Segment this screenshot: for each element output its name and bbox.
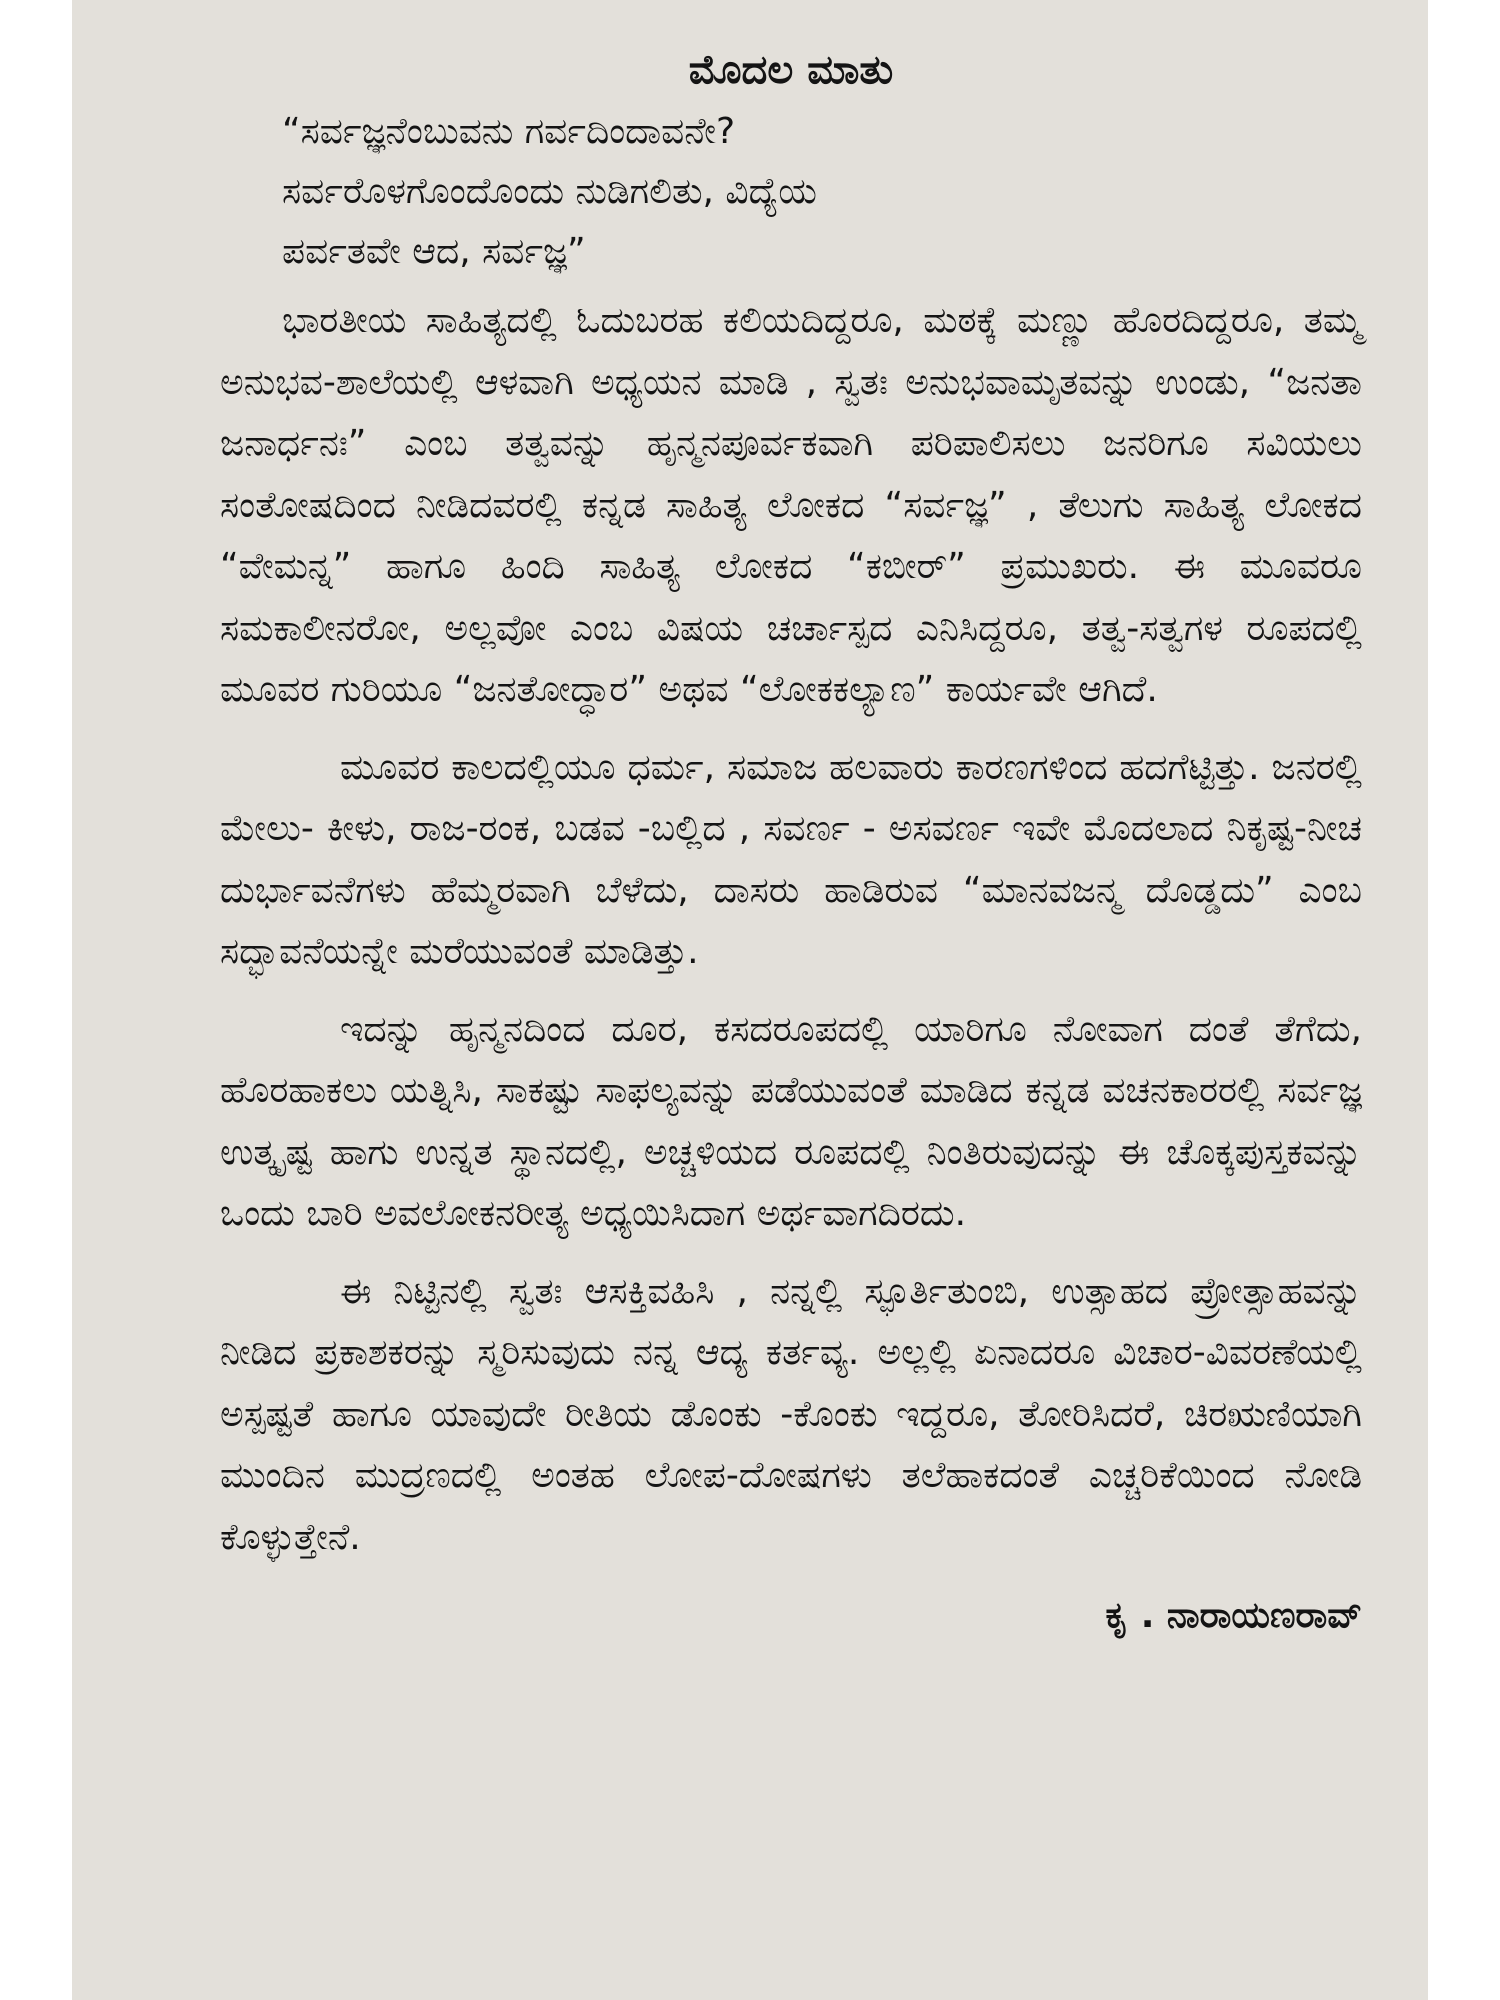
verse-line: ಸರ್ವರೊಳಗೊಂದೊಂದು ನುಡಿಗಲಿತು, ವಿದ್ಯೆಯ [282,171,817,212]
paragraph: ಈ ನಿಟ್ಟಿನಲ್ಲಿ ಸ್ವತಃ ಆಸಕ್ತಿವಹಿಸಿ , ನನ್ನಲ್ಲಿ ಸ್ಫೂರ್ತಿತುಂಬಿ, ಉತ್ಸಾಹದ ಪ್ರೋತ್ಸಾಹವನ್ನು ನೀಡಿದ ಪ್ರಕಾಶಕರನ್ನು ಸ್ಮರಿಸುವುದು ನನ್ನ ಆದ್ಯ ಕರ್ತವ್ಯ. ಅಲ್ಲಲ್ಲಿ ಏನಾದರೂ ವಿಚಾರ-ವಿವರಣೆಯಲ್ಲಿ ಅಸ್ಪಷ್ಟತೆ ಹಾಗೂ ಯಾವುದೇ ರೀತಿಯ ಡೊಂಕು -ಕೊಂಕು ಇದ್ದರೂ, ತೋರಿಸಿದರೆ, ಚಿರಋಣಿಯಾಗಿ ಮುಂದಿನ ಮುದ್ರಣದಲ್ಲಿ ಅಂತಹ ಲೋಪ-ದೋಷಗಳು ತಲೆಹಾಕದಂತೆ ಎಚ್ಚರಿಕೆಯಿಂದ ನೋಡಿ ಕೊಳ್ಳುತ್ತೇನೆ. [220,1270,1362,1558]
page-title: ಮೊದಲ ಮಾತು [688,47,894,93]
opening-verse [282,102,1362,282]
paragraph: ಮೂವರ ಕಾಲದಲ್ಲಿಯೂ ಧರ್ಮ, ಸಮಾಜ ಹಲವಾರು ಕಾರಣಗಳಿಂದ ಹದಗೆಟ್ಟಿತ್ತು. ಜನರಲ್ಲಿ ಮೇಲು- ಕೀಳು, ರಾಜ-ರಂಕ, ಬಡವ -ಬಲ್ಲಿದ , ಸವರ್ಣ - ಅಸವರ್ಣ ಇವೇ ಮೊದಲಾದ ನಿಕೃಷ್ಟ-ನೀಚ ದುರ್ಭಾವನೆಗಳು ಹೆಮ್ಮರವಾಗಿ ಬೆಳೆದು, ದಾಸರು ಹಾಡಿರುವ “ಮಾನವಜನ್ಮ ದೊಡ್ಡದು” ಎಂಬ ಸದ್ಭಾವನೆಯನ್ನೇ ಮರೆಯುವಂತೆ ಮಾಡಿತ್ತು. [220,746,1362,972]
verse-line: ಪರ್ವತವೇ ಆದ, ಸರ್ವಜ್ಞ” [282,231,586,272]
paragraph: ಇದನ್ನು ಹೃನ್ಮನದಿಂದ ದೂರ, ಕಸದರೂಪದಲ್ಲಿ ಯಾರಿಗೂ ನೋವಾಗ ದಂತೆ ತೆಗೆದು, ಹೊರಹಾಕಲು ಯತ್ನಿಸಿ, ಸಾಕಷ್ಟು ಸಾಫಲ್ಯವನ್ನು ಪಡೆಯುವಂತೆ ಮಾಡಿದ ಕನ್ನಡ ವಚನಕಾರರಲ್ಲಿ ಸರ್ವಜ್ಞ ಉತ್ಕೃಷ್ಟ ಹಾಗು ಉನ್ನತ ಸ್ಥಾನದಲ್ಲಿ, ಅಚ್ಚಳಿಯದ ರೂಪದಲ್ಲಿ ನಿಂತಿರುವುದನ್ನು ಈ ಚೊಕ್ಕಪುಸ್ತಕವನ್ನು ಒಂದು ಬಾರಿ ಅವಲೋಕನರೀತ್ಯ ಅಧ್ಯಯಿಸಿದಾಗ ಅರ್ಥವಾಗದಿರದು. [220,1008,1362,1234]
paragraph: ಭಾರತೀಯ ಸಾಹಿತ್ಯದಲ್ಲಿ ಓದುಬರಹ ಕಲಿಯದಿದ್ದರೂ, ಮಠಕ್ಕೆ ಮಣ್ಣು ಹೊರದಿದ್ದರೂ, ತಮ್ಮ ಅನುಭವ-ಶಾಲೆಯಲ್ಲಿ ಆಳವಾಗಿ ಅಧ್ಯಯನ ಮಾಡಿ , ಸ್ವತಃ ಅನುಭವಾಮೃತವನ್ನು ಉಂಡು, “ಜನತಾ ಜನಾರ್ಧನಃ” ಎಂಬ ತತ್ವವನ್ನು ಹೃನ್ಮನಪೂರ್ವಕವಾಗಿ ಪರಿಪಾಲಿಸಲು ಜನರಿಗೂ ಸವಿಯಲು ಸಂತೋಷದಿಂದ ನೀಡಿದವರಲ್ಲಿ ಕನ್ನಡ ಸಾಹಿತ್ಯ ಲೋಕದ “ಸರ್ವಜ್ಞ” , ತೆಲುಗು ಸಾಹಿತ್ಯ ಲೋಕದ “ವೇಮನ್ನ” ಹಾಗೂ ಹಿಂದಿ ಸಾಹಿತ್ಯ ಲೋಕದ “ಕಬೀರ್” ಪ್ರಮುಖರು. ಈ ಮೂವರೂ ಸಮಕಾಲೀನರೋ, ಅಲ್ಲವೋ ಎಂಬ ವಿಷಯ ಚರ್ಚಾಸ್ಪದ ಎನಿಸಿದ್ದರೂ, ತತ್ವ-ಸತ್ವಗಳ ರೂಪದಲ್ಲಿ ಮೂವರ ಗುರಿಯೂ “ಜನತೋದ್ಧಾರ” ಅಥವ “ಲೋಕಕಲ್ಯಾಣ” ಕಾರ್ಯವೇ ಆಗಿದೆ. [220,300,1362,710]
verse-line: “ಸರ್ವಜ್ಞನೆಂಬುವನು ಗರ್ವದಿಂದಾವನೇ? [282,111,736,152]
book-page [72,0,1428,2000]
author-signature: ಕೃ . ನಾರಾಯಣರಾವ್ [1105,1595,1362,1636]
